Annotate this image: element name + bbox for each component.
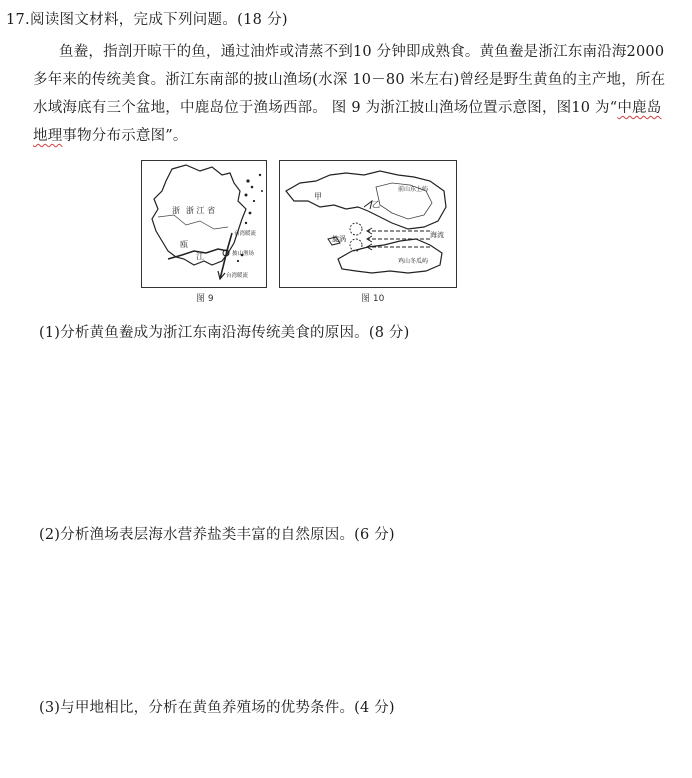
label-province: 浙 江 省 bbox=[186, 206, 216, 215]
question-header: 17.阅读图文材料，完成下列问题。(18 分) bbox=[6, 12, 288, 28]
label-jiang: 江 bbox=[196, 252, 204, 261]
subquestion-2: (2)分析渔场表层海水营养盐类丰富的自然原因。(6 分) bbox=[39, 527, 395, 543]
current-arrows bbox=[368, 231, 430, 247]
figure-9-caption: 图 9 bbox=[196, 294, 214, 304]
subquestion-1: (1)分析黄鱼鲞成为浙江东南沿海传统美食的原因。(8 分) bbox=[39, 325, 410, 341]
label-current-2: 台湾暖流 bbox=[226, 273, 249, 279]
label-jia: 甲 bbox=[314, 192, 322, 201]
vortex-north bbox=[350, 223, 362, 235]
figure-10-svg bbox=[280, 161, 456, 287]
label-north-island: 前山东上屿 bbox=[398, 186, 429, 193]
subquestion-3: (3)与甲地相比，分析在黄鱼养殖场的优势条件。(4 分) bbox=[39, 700, 395, 716]
paragraph-tail: 事物分布示意图”。 bbox=[62, 128, 188, 144]
yi-marker bbox=[364, 201, 372, 209]
label-zhe: 浙 bbox=[172, 206, 180, 215]
inner-boundary bbox=[158, 215, 228, 229]
figure-9-map bbox=[141, 160, 267, 288]
figure-10-caption: 图 10 bbox=[361, 294, 385, 304]
south-island bbox=[338, 239, 442, 273]
label-current-1: 台湾暖流 bbox=[234, 231, 257, 237]
figure-9-svg bbox=[142, 161, 266, 287]
label-yi: 乙 bbox=[372, 200, 380, 209]
material-paragraph bbox=[33, 38, 673, 150]
figure-10-map bbox=[279, 160, 457, 288]
paragraph-main: 鱼鲞，指剖开晾干的鱼，通过油炸或清蒸不到10 分钟即成熟食。黄鱼鲞是浙江东南沿海2000 多年来的传统美食。浙江东南部的披山渔场(水深 10－80 米左右)曾经是野生黄鱼的主产地，所在水域海底有三个盆地，中鹿岛位于渔场西部。 图 9 为浙江披山渔场位置示意图，图10 为“ bbox=[33, 44, 666, 116]
label-fishery: 披山渔场 bbox=[232, 251, 255, 257]
province-outline bbox=[152, 165, 246, 265]
vortex-south bbox=[350, 239, 362, 251]
paragraph-underlined: 中鹿岛地理 bbox=[33, 100, 662, 144]
offshore-islands bbox=[237, 174, 263, 262]
label-south-island: 鸡山冬瓜屿 bbox=[398, 258, 429, 265]
label-ou: 瓯 bbox=[180, 240, 188, 249]
label-current: 海流 bbox=[430, 231, 444, 239]
label-vortex: 旋涡 bbox=[332, 235, 346, 243]
north-island bbox=[286, 171, 446, 229]
